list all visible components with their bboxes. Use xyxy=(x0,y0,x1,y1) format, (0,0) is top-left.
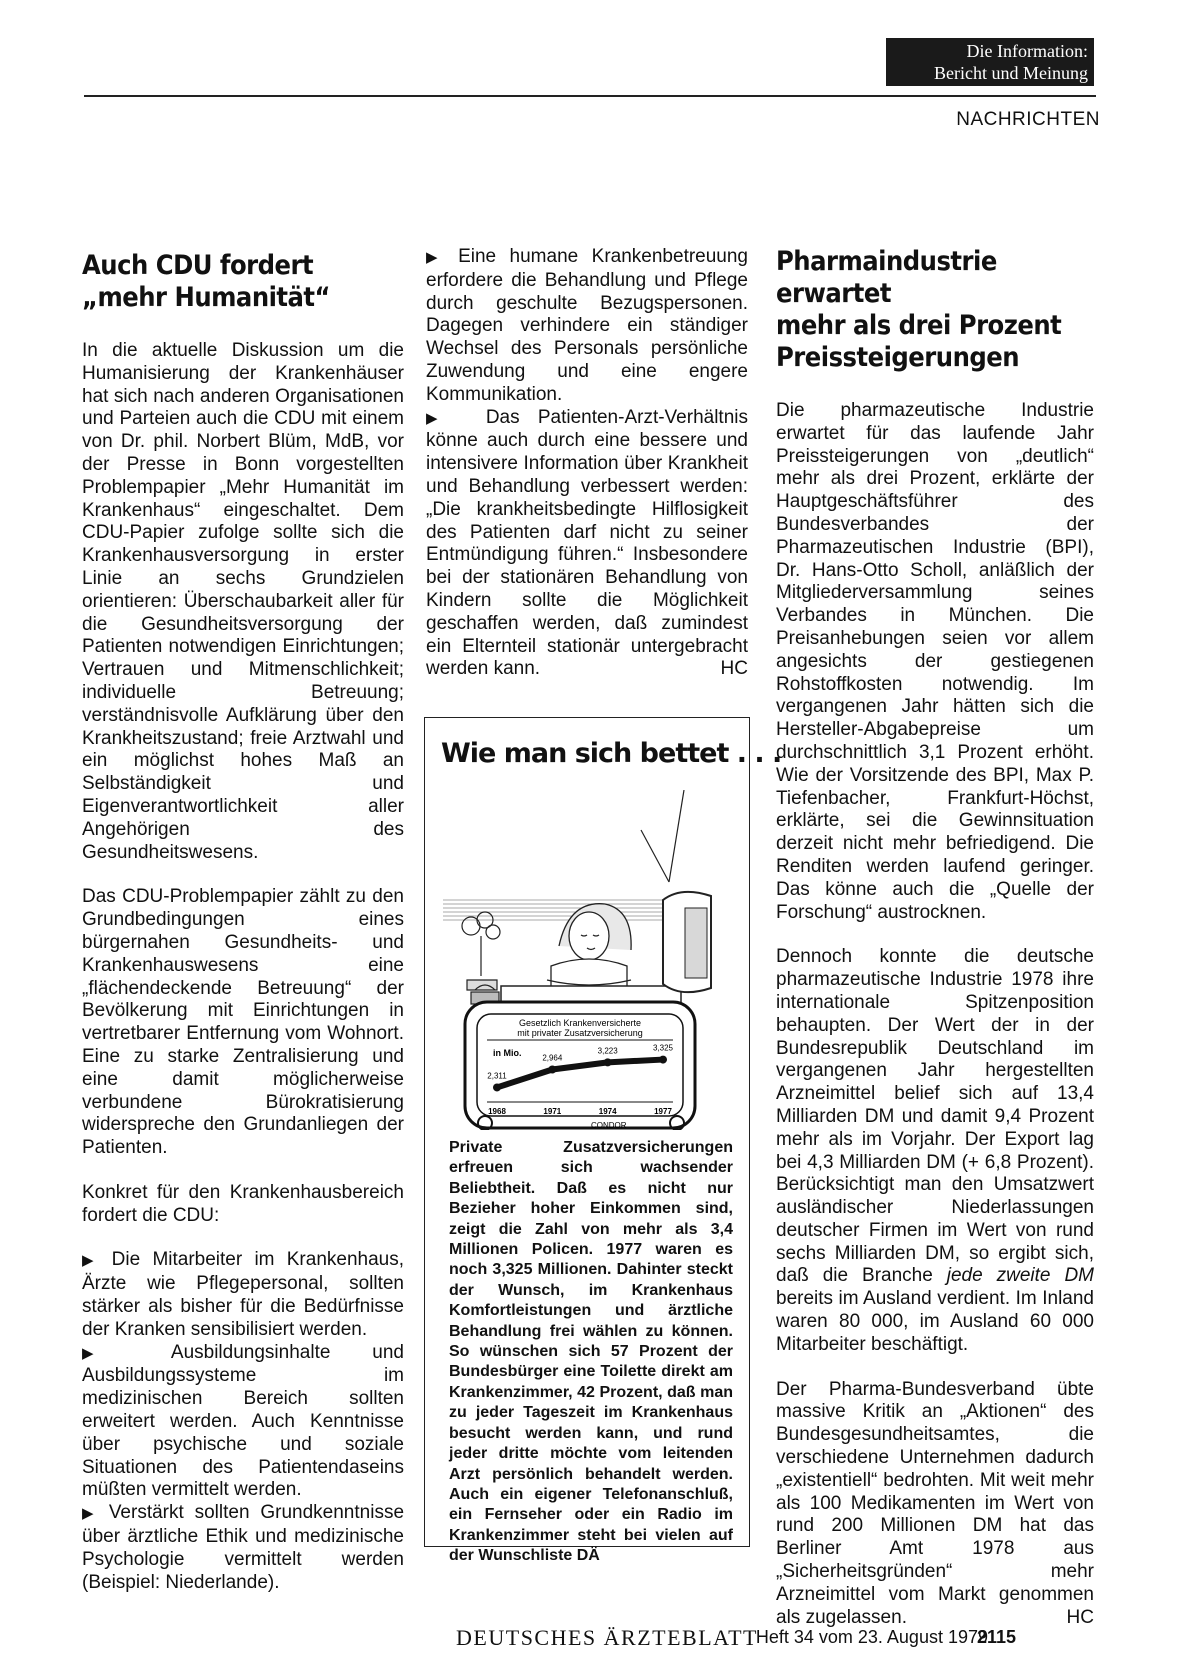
chart-x-tick-label: 1977 xyxy=(654,1107,672,1116)
chart-title-line-2: mit privater Zusatzversicherung xyxy=(517,1028,643,1038)
chart-value-label: 3,325 xyxy=(652,1043,674,1053)
article-cdu-bullet-3: ▶ Verstärkt sollten Grundkenntnisse über ärztliche Ethik und medizinische Psychologie vermittelt werden (Beispiel: Niederlande). xyxy=(82,1502,404,1594)
feature-title: Wie man sich bettet . . . xyxy=(441,738,782,769)
article-pharma-title-line-3: Preissteigerungen xyxy=(776,342,1020,373)
page-number: 2115 xyxy=(976,1627,1016,1647)
badge-line-1: Die Information: xyxy=(966,41,1088,61)
article-pharma-title-line-2: mehr als drei Prozent xyxy=(776,310,1062,341)
badge-line-2: Bericht und Meinung xyxy=(934,63,1088,83)
article-pharma-paragraph-2-part-2: bereits im Ausland verdient. Im Inland waren 80 000, im Ausland 60 000 Mitarbeiter beschäftigt. xyxy=(776,1288,1094,1355)
tv-chart-cartoon xyxy=(441,790,731,1130)
article-cdu-title xyxy=(82,250,404,314)
article-pharma-column xyxy=(776,246,1094,1629)
article-pharma-title xyxy=(776,246,1094,374)
article-cdu-column-2 xyxy=(426,246,748,681)
chart-value-label: 2,311 xyxy=(487,1071,507,1081)
article-pharma-paragraph-1: Die pharmazeutische Industrie erwartet für das laufende Jahr Preissteigerungen von „deutlich“ mehr als drei Prozent, erklärte der Hauptgeschäftsführer des Bundesverbandes der Pharmazeutischen Industrie (BPI), Dr. Hans-Otto Scholl, anläßlich der Mitgliederversammlung seines Verbandes in München. Die Preisanhebungen seien vor allem angesichts der gestiegenen Rohstoffkosten notwendig. Im vergangenen Jahr hätten sich die Hersteller-Abgabepreise um durchschnittlich 3,1 Prozent erhöht. Wie der Vorsitzende des BPI, Max P. Tiefenbacher, Frankfurt-Höchst, erklärte, sei die Gewinnsituation derzeit nicht mehr befriedigend. Die Renditen werden laufend geringer. Das könne auch die „Quelle der Forschung“ austrocknen. xyxy=(776,400,1094,923)
chart-x-tick-label: 1974 xyxy=(598,1107,617,1116)
article-cdu-bullet-5 xyxy=(426,407,748,682)
article-pharma-emphasis: jede zweite DM xyxy=(946,1265,1095,1287)
article-pharma-title-line-1: Pharmaindustrie erwartet xyxy=(776,246,997,309)
article-cdu-bullet-4: ▶ Eine humane Krankenbetreuung erfordere die Behandlung und Pflege durch geschulte Bezugspersonen. Dagegen verhindere ein ständiger Wechsel des Personals persönliche Zuwendung und eine engere Kommunikation. xyxy=(426,246,748,407)
article-pharma-paragraph-2-part-1: Dennoch konnte die deutsche pharmazeutische Industrie 1978 ihre internationale Spitzenposition behaupten. Der Wert der in der Bundesrepublik Deutschland im vergangenen Jahr hergestellten Arzneimittel belief sich auf 13,4 Milliarden DM und damit 9,4 Prozent mehr als im Vorjahr. Der Export lag bei 4,3 Milliarden DM (+ 6,8 Prozent). Berücksichtigt man den Umsatzwert ausländischer Niederlassungen deutscher Firmen im Wert von rund sechs Milliarden DM, so ergibt sich, daß die Branche xyxy=(776,946,1094,1287)
chart-title-line-1: Gesetzlich Krankenversicherte xyxy=(518,1018,642,1028)
page-footer xyxy=(0,1625,1096,1655)
article-cdu-bullet-1: ▶ Die Mitarbeiter im Krankenhaus, Ärzte wie Pflegepersonal, sollten stärker als bisher für die Bedürfnisse der Kranken sensibilisiert werden. xyxy=(82,1249,404,1341)
chart-unit-label: in Mio. xyxy=(493,1048,522,1058)
feature-caption: Private Zusatzversicherungen erfreuen sich wachsender Beliebtheit. Daß es nicht nur Bezieher hoher Einkommen sind, zeigt die Zahl von mehr als 3,4 Millionen Policen. 1977 waren es noch 3,325 Millionen. Dahinter steckt der Wunsch, im Krankenhaus Komfortleistungen und ärztliche Behandlung frei wählen zu können. So wünschen sich 57 Prozent der Bundesbürger eine Toilette direkt am Krankenzimmer, 42 Prozent, daß man zu jeder Tageszeit im Krankenhaus besucht werden kann, und rund jeder dritte möchte vom leitenden Arzt persönlich behandelt werden. Auch ein eigener Telefonanschluß, ein Fernseher oder ein Radio im Krankenzimmer steht bei vielen auf der Wunschliste DÄ xyxy=(449,1139,733,1565)
chart-point xyxy=(548,1065,556,1073)
article-cdu-signature: HC xyxy=(720,658,748,680)
chart-x-tick-label: 1968 xyxy=(488,1107,506,1116)
article-cdu-title-line-1: Auch CDU fordert xyxy=(82,250,314,281)
section-badge xyxy=(886,38,1094,86)
article-cdu-bullet-2: ▶ Ausbildungsinhalte und Ausbildungssysteme im medizinischen Bereich sollten erweitert werden. Auch Kenntnisse über psychische und soziale Situationen des Patientendaseins müßten vermittelt werden. xyxy=(82,1342,404,1503)
article-cdu-column-1 xyxy=(82,250,404,1594)
section-label: NACHRICHTEN xyxy=(956,109,1100,130)
chart-x-tick-label: 1971 xyxy=(543,1107,562,1116)
issue-info: Heft 34 vom 23. August 1979 xyxy=(755,1627,988,1647)
chart-value-label: 2,964 xyxy=(542,1053,563,1063)
tv-brand: CONDOR xyxy=(591,1121,627,1130)
article-cdu-bullet-5-text: Das Patienten-Arzt-Verhältnis könne auch durch eine bessere und intensivere Information über Krankheit und Behandlung verbessert werden: „Die krankheitsbedingte Hilflosigkeit des Patienten darf nicht zu seiner Entmündigung führen.“ Insbesondere bei der stationären Behandlung von Kindern sollte die Möglichkeit geschaffen werden, daß zumindest ein Elternteil stationär untergebracht werden kann. xyxy=(426,406,748,680)
chart-point xyxy=(659,1056,667,1064)
article-pharma-signature: HC xyxy=(1066,1606,1094,1628)
journal-name: DEUTSCHES ÄRZTEBLATT xyxy=(456,1625,758,1650)
article-pharma-paragraph-3 xyxy=(776,1379,1094,1630)
chart-value-label: 3,223 xyxy=(597,1046,618,1056)
article-pharma-paragraph-3-text: Der Pharma-Bundesverband übte massive Kritik an „Aktionen“ des Bundesgesundheitsamtes, die verschiedene Unternehmen dadurch „existentiell“ bedrohten. Mit weit mehr als 100 Medikamenten im Wert von rund 200 Millionen DM hat das Berliner Amt 1978 aus „Sicherheitsgründen“ mehr Arzneimittel vom Markt genommen als zugelassen. xyxy=(776,1378,1094,1628)
article-pharma-paragraph-2 xyxy=(776,946,1094,1356)
header-rule xyxy=(84,95,1096,97)
article-cdu-paragraph-1: In die aktuelle Diskussion um die Humanisierung der Krankenhäuser hat sich nach anderen Organisationen und Parteien auch die CDU mit einem von Dr. phil. Norbert Blüm, MdB, vor der Presse in Bonn vorgestellten Problempapier „Mehr Humanität im Krankenhaus“ eingeschaltet. Dem CDU-Papier zufolge sollte sich die Krankenhausversorgung in erster Linie an sechs Grundzielen orientieren: Überschaubarkeit aller für die Gesundheitsversorgung der Patienten notwendigen Einrichtungen; Vertrauen und Mitmenschlichkeit; individuelle Betreuung; verständnisvolle Aufklärung über den Krankheitszustand; freie Arztwahl und ein möglichst hohes Maß an Selbständigkeit und Eigenverantwortlichkeit aller Angehörigen des Gesundheitswesens. xyxy=(82,340,404,863)
article-cdu-paragraph-2: Das CDU-Problempapier zählt zu den Grundbedingungen eines bürgernahen Gesundheits- und Krankenhauswesens eine „flächendeckende Betreuung“ der Bevölkerung mit Einrichtungen in vertretbarer Entfernung vom Wohnort. Eine zu starke Zentralisierung und eine damit möglicherweise verbundene Bürokratisierung widerspreche den Grundanliegen der Patienten. xyxy=(82,886,404,1159)
article-cdu-paragraph-3: Konkret für den Krankenhausbereich fordert die CDU: xyxy=(82,1181,404,1226)
chart-point xyxy=(493,1083,501,1091)
chart-point xyxy=(604,1058,612,1066)
article-cdu-title-line-2: „mehr Humanität“ xyxy=(82,282,331,313)
feature-box xyxy=(424,717,782,1565)
